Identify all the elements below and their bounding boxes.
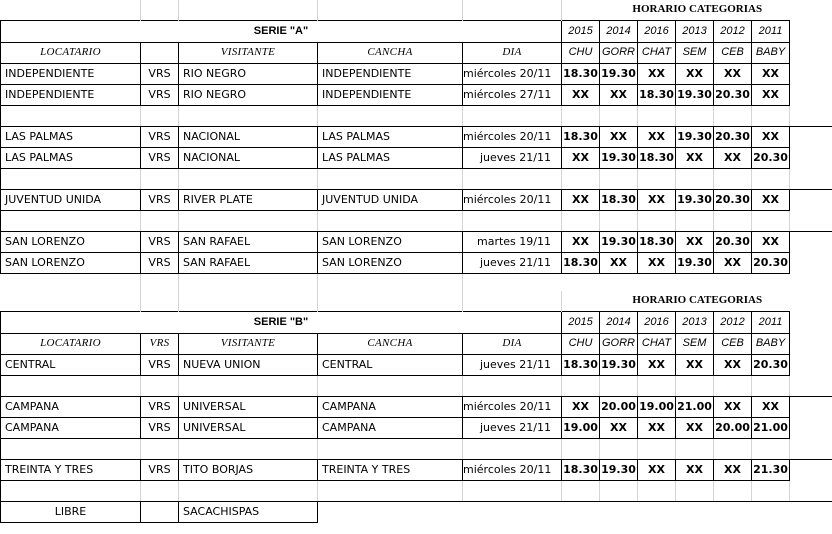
time-cell: XX <box>752 231 790 252</box>
spacer-cell <box>790 375 832 396</box>
spacer-cell <box>179 480 318 501</box>
category-header: CHAT <box>638 42 676 63</box>
cancha-cell: CENTRAL <box>318 354 463 375</box>
time-cell: 19.00 <box>638 396 676 417</box>
spacer-cell <box>318 480 463 501</box>
locatario-cell: SAN LORENZO <box>1 231 141 252</box>
spacer-cell <box>463 438 562 459</box>
category-header: SEM <box>676 333 714 354</box>
time-cell: XX <box>562 189 600 210</box>
time-cell: XX <box>714 147 752 168</box>
horario-label: HORARIO CATEGORIAS <box>562 291 832 311</box>
time-cell: 20.30 <box>752 354 790 375</box>
locatario-cell: CAMPANA <box>1 396 141 417</box>
time-cell: 20.30 <box>714 189 752 210</box>
time-cell: XX <box>752 63 790 84</box>
spacer-cell <box>1 438 141 459</box>
spacer-cell <box>600 480 638 501</box>
match-row <box>1 84 832 105</box>
time-cell: 18.30 <box>638 231 676 252</box>
vrs-cell: VRS <box>141 417 179 438</box>
vrs-cell: VRS <box>141 252 179 273</box>
time-cell: 19.30 <box>600 63 638 84</box>
spacer-cell <box>463 210 562 231</box>
match-row <box>1 459 832 480</box>
spacer-cell <box>141 438 179 459</box>
time-cell: XX <box>562 84 600 105</box>
time-cell: XX <box>638 354 676 375</box>
time-cell: XX <box>600 84 638 105</box>
blank-cell <box>752 501 790 522</box>
spacer-cell <box>179 210 318 231</box>
visitante-cell: RIVER PLATE <box>179 189 318 210</box>
visitante-cell: NUEVA UNION <box>179 354 318 375</box>
spacer-cell <box>752 105 790 126</box>
time-cell: 19.30 <box>676 189 714 210</box>
spacer-cell <box>638 438 676 459</box>
time-cell: 20.00 <box>714 417 752 438</box>
blank-cell <box>318 501 463 522</box>
time-cell: XX <box>562 396 600 417</box>
cancha-cell: CAMPANA <box>318 417 463 438</box>
dia-cell: miércoles 20/11 <box>463 189 562 210</box>
time-cell: 19.30 <box>676 84 714 105</box>
spacer-cell <box>141 105 179 126</box>
blank-cell <box>179 291 318 311</box>
spacer-cell <box>752 480 790 501</box>
blank-cell <box>179 0 318 20</box>
category-header: CEB <box>714 42 752 63</box>
time-cell: XX <box>638 126 676 147</box>
spacer-cell <box>600 168 638 189</box>
spacer-cell <box>562 105 600 126</box>
time-cell: 18.30 <box>600 189 638 210</box>
blank-cell <box>1 273 141 291</box>
year-header: 2011 <box>752 20 790 42</box>
time-cell: 20.30 <box>714 126 752 147</box>
spacer-cell <box>141 168 179 189</box>
time-cell: 19.30 <box>600 354 638 375</box>
visitante-cell: UNIVERSAL <box>179 396 318 417</box>
spacer-cell <box>1 375 141 396</box>
time-cell: 21.00 <box>676 396 714 417</box>
spacer-cell <box>714 438 752 459</box>
locatario-cell: LAS PALMAS <box>1 147 141 168</box>
time-cell: XX <box>676 354 714 375</box>
spacer-cell <box>318 168 463 189</box>
spacer-cell <box>141 210 179 231</box>
visitante-cell: RIO NEGRO <box>179 63 318 84</box>
spacer-cell <box>1 105 141 126</box>
libre-row <box>1 501 832 522</box>
time-cell: XX <box>600 126 638 147</box>
spacer-row <box>1 105 832 126</box>
time-cell: XX <box>714 396 752 417</box>
spacer-cell <box>714 375 752 396</box>
category-header: SEM <box>676 42 714 63</box>
year-header: 2011 <box>752 311 790 333</box>
spacer-cell <box>752 168 790 189</box>
serie-a-header-row <box>1 42 832 63</box>
spacer-cell <box>790 210 832 231</box>
horario-row-a <box>1 0 832 20</box>
cancha-header: CANCHA <box>318 42 463 63</box>
spacer-cell <box>318 438 463 459</box>
visitante-cell: SAN RAFAEL <box>179 252 318 273</box>
spacer-cell <box>318 105 463 126</box>
serie-b-title-row <box>1 311 832 333</box>
cancha-header: CANCHA <box>318 333 463 354</box>
time-cell: XX <box>752 396 790 417</box>
spacer-cell <box>638 210 676 231</box>
time-cell: 18.30 <box>562 252 600 273</box>
category-header: CEB <box>714 333 752 354</box>
category-header: GORR <box>600 333 638 354</box>
blank-cell <box>790 501 832 522</box>
spacer-cell <box>676 168 714 189</box>
blank-cell <box>141 273 179 291</box>
time-cell: XX <box>562 231 600 252</box>
blank-cell <box>790 273 832 291</box>
gap-row <box>1 273 832 291</box>
spacer-cell <box>600 105 638 126</box>
spacer-cell <box>562 375 600 396</box>
time-cell: XX <box>638 252 676 273</box>
category-header: CHAT <box>638 333 676 354</box>
vrs-cell: VRS <box>141 396 179 417</box>
vrs-cell: VRS <box>141 189 179 210</box>
year-header: 2015 <box>562 311 600 333</box>
spacer-cell <box>562 438 600 459</box>
blank-cell <box>463 273 562 291</box>
match-row <box>1 354 832 375</box>
cancha-cell: LAS PALMAS <box>318 126 463 147</box>
spacer-cell <box>638 168 676 189</box>
locatario-cell: LAS PALMAS <box>1 126 141 147</box>
blank-cell <box>638 273 676 291</box>
time-cell: XX <box>638 417 676 438</box>
visitante-cell: UNIVERSAL <box>179 417 318 438</box>
time-cell: 21.00 <box>752 417 790 438</box>
blank-cell <box>714 273 752 291</box>
match-row <box>1 252 832 273</box>
time-cell: XX <box>752 189 790 210</box>
time-cell: 18.30 <box>638 147 676 168</box>
spacer-cell <box>790 438 832 459</box>
cancha-cell: INDEPENDIENTE <box>318 63 463 84</box>
spacer-cell <box>1 480 141 501</box>
time-cell: 20.00 <box>600 396 638 417</box>
spacer-cell <box>638 105 676 126</box>
spacer-cell <box>676 375 714 396</box>
spacer-cell <box>600 438 638 459</box>
year-header: 2016 <box>638 20 676 42</box>
time-cell: 20.30 <box>714 84 752 105</box>
time-cell: 18.30 <box>562 63 600 84</box>
dia-cell: miércoles 20/11 <box>463 63 562 84</box>
spacer-cell <box>179 105 318 126</box>
spacer-cell <box>676 210 714 231</box>
spacer-cell <box>714 168 752 189</box>
time-cell: XX <box>600 417 638 438</box>
time-cell: 18.30 <box>562 126 600 147</box>
spacer-cell <box>676 105 714 126</box>
category-header: GORR <box>600 42 638 63</box>
visitante-cell: TITO BORJAS <box>179 459 318 480</box>
blank-cell <box>676 501 714 522</box>
time-cell: XX <box>714 459 752 480</box>
spacer-cell <box>638 375 676 396</box>
blank-cell <box>318 273 463 291</box>
spacer-cell <box>752 210 790 231</box>
match-row <box>1 396 832 417</box>
dia-cell: martes 19/11 <box>463 231 562 252</box>
time-cell: XX <box>676 63 714 84</box>
match-row <box>1 147 832 168</box>
cancha-cell: INDEPENDIENTE <box>318 84 463 105</box>
blank-cell <box>1 291 141 311</box>
libre-vrs-cell <box>141 501 179 522</box>
cancha-cell: CAMPANA <box>318 396 463 417</box>
vrs-cell: VRS <box>141 147 179 168</box>
time-cell: XX <box>676 459 714 480</box>
year-header: 2016 <box>638 311 676 333</box>
vrs-cell: VRS <box>141 354 179 375</box>
dia-cell: jueves 21/11 <box>463 417 562 438</box>
spacer-row <box>1 438 832 459</box>
vrs-header: VRS <box>141 333 179 354</box>
time-cell: 19.00 <box>562 417 600 438</box>
category-header: CHU <box>562 333 600 354</box>
spacer-cell <box>1 168 141 189</box>
serie-title: SERIE "A" <box>1 20 562 42</box>
spacer-row <box>1 480 832 501</box>
locatario-cell: JUVENTUD UNIDA <box>1 189 141 210</box>
time-cell: 20.30 <box>752 147 790 168</box>
visitante-header: VISITANTE <box>179 333 318 354</box>
blank-cell <box>714 501 752 522</box>
spacer-cell <box>790 168 832 189</box>
time-cell: XX <box>676 147 714 168</box>
spacer-cell <box>790 105 832 126</box>
year-header: 2014 <box>600 20 638 42</box>
vrs-cell: VRS <box>141 84 179 105</box>
cancha-cell: SAN LORENZO <box>318 252 463 273</box>
time-cell: XX <box>714 354 752 375</box>
vrs-header <box>141 42 179 63</box>
vrs-cell: VRS <box>141 126 179 147</box>
spacer-cell <box>676 480 714 501</box>
time-cell: 20.30 <box>752 252 790 273</box>
year-header: 2014 <box>600 311 638 333</box>
locatario-cell: CAMPANA <box>1 417 141 438</box>
dia-cell: miércoles 20/11 <box>463 396 562 417</box>
spacer-cell <box>141 480 179 501</box>
spacer-cell <box>463 105 562 126</box>
spacer-row <box>1 210 832 231</box>
blank-cell <box>676 273 714 291</box>
blank-cell <box>752 273 790 291</box>
spacer-cell <box>752 375 790 396</box>
time-cell: XX <box>600 252 638 273</box>
dia-cell: jueves 21/11 <box>463 147 562 168</box>
match-row <box>1 417 832 438</box>
cancha-cell: LAS PALMAS <box>318 147 463 168</box>
vrs-cell: VRS <box>141 459 179 480</box>
time-cell: 19.30 <box>600 231 638 252</box>
category-header: BABY <box>752 42 790 63</box>
match-row <box>1 63 832 84</box>
time-cell: 20.30 <box>714 231 752 252</box>
spacer-cell <box>562 480 600 501</box>
time-cell: XX <box>676 231 714 252</box>
spacer-cell <box>714 480 752 501</box>
spacer-cell <box>676 438 714 459</box>
blank-cell <box>562 273 600 291</box>
vrs-cell: VRS <box>141 231 179 252</box>
locatario-header: LOCATARIO <box>1 42 141 63</box>
blank-cell <box>179 273 318 291</box>
libre-team: SACACHISPAS <box>179 501 318 522</box>
time-cell: XX <box>638 189 676 210</box>
visitante-cell: NACIONAL <box>179 147 318 168</box>
spacer-cell <box>179 375 318 396</box>
spacer-cell <box>1 210 141 231</box>
spacer-cell <box>318 210 463 231</box>
time-cell: XX <box>676 417 714 438</box>
serie-b-header-row <box>1 333 832 354</box>
time-cell: XX <box>752 126 790 147</box>
spacer-row <box>1 168 832 189</box>
time-cell: XX <box>714 63 752 84</box>
serie-title: SERIE "B" <box>1 311 562 333</box>
time-cell: 18.30 <box>638 84 676 105</box>
spacer-cell <box>318 375 463 396</box>
year-header: 2013 <box>676 20 714 42</box>
blank-cell <box>638 501 676 522</box>
spacer-cell <box>600 375 638 396</box>
year-header: 2012 <box>714 20 752 42</box>
locatario-cell: TREINTA Y TRES <box>1 459 141 480</box>
year-header: 2015 <box>562 20 600 42</box>
blank-cell <box>463 0 562 20</box>
time-cell: 18.30 <box>562 354 600 375</box>
time-cell: 18.30 <box>562 459 600 480</box>
time-cell: XX <box>638 63 676 84</box>
match-row <box>1 231 832 252</box>
spacer-cell <box>752 438 790 459</box>
spacer-cell <box>714 105 752 126</box>
time-cell: 19.30 <box>676 252 714 273</box>
locatario-cell: INDEPENDIENTE <box>1 63 141 84</box>
horario-row-b <box>1 291 832 311</box>
spacer-cell <box>714 210 752 231</box>
time-cell: XX <box>752 84 790 105</box>
dia-header: DIA <box>463 333 562 354</box>
time-cell: 19.30 <box>600 147 638 168</box>
libre-label: LIBRE <box>1 501 141 522</box>
vrs-cell: VRS <box>141 63 179 84</box>
spacer-cell <box>790 480 832 501</box>
cancha-cell: JUVENTUD UNIDA <box>318 189 463 210</box>
dia-cell: miércoles 27/11 <box>463 84 562 105</box>
dia-header: DIA <box>463 42 562 63</box>
time-cell: 21.30 <box>752 459 790 480</box>
blank-cell <box>141 291 179 311</box>
blank-cell <box>1 0 141 20</box>
blank-cell <box>318 291 463 311</box>
year-header: 2013 <box>676 311 714 333</box>
match-row <box>1 126 832 147</box>
horario-label: HORARIO CATEGORIAS <box>562 0 832 20</box>
dia-cell: jueves 21/11 <box>463 252 562 273</box>
blank-cell <box>463 291 562 311</box>
spacer-cell <box>463 375 562 396</box>
spacer-cell <box>562 168 600 189</box>
dia-cell: jueves 21/11 <box>463 354 562 375</box>
spacer-cell <box>463 168 562 189</box>
spacer-cell <box>179 168 318 189</box>
locatario-cell: INDEPENDIENTE <box>1 84 141 105</box>
time-cell: 19.30 <box>676 126 714 147</box>
spacer-cell <box>638 480 676 501</box>
blank-cell <box>318 0 463 20</box>
year-header: 2012 <box>714 311 752 333</box>
spacer-row <box>1 375 832 396</box>
blank-cell <box>463 501 562 522</box>
spacer-cell <box>463 480 562 501</box>
category-header: BABY <box>752 333 790 354</box>
blank-cell <box>600 273 638 291</box>
match-row <box>1 189 832 210</box>
visitante-cell: RIO NEGRO <box>179 84 318 105</box>
locatario-cell: CENTRAL <box>1 354 141 375</box>
spacer-cell <box>600 210 638 231</box>
spacer-cell <box>179 438 318 459</box>
locatario-cell: SAN LORENZO <box>1 252 141 273</box>
spacer-cell <box>141 375 179 396</box>
blank-cell <box>600 501 638 522</box>
visitante-cell: NACIONAL <box>179 126 318 147</box>
blank-cell <box>141 0 179 20</box>
cancha-cell: TREINTA Y TRES <box>318 459 463 480</box>
time-cell: XX <box>638 459 676 480</box>
time-cell: 19.30 <box>600 459 638 480</box>
time-cell: XX <box>562 147 600 168</box>
blank-cell <box>562 501 600 522</box>
dia-cell: miércoles 20/11 <box>463 126 562 147</box>
visitante-cell: SAN RAFAEL <box>179 231 318 252</box>
dia-cell: miércoles 20/11 <box>463 459 562 480</box>
cancha-cell: SAN LORENZO <box>318 231 463 252</box>
locatario-header: LOCATARIO <box>1 333 141 354</box>
serie-a-title-row <box>1 20 832 42</box>
category-header: CHU <box>562 42 600 63</box>
visitante-header: VISITANTE <box>179 42 318 63</box>
spacer-cell <box>562 210 600 231</box>
time-cell: XX <box>714 252 752 273</box>
